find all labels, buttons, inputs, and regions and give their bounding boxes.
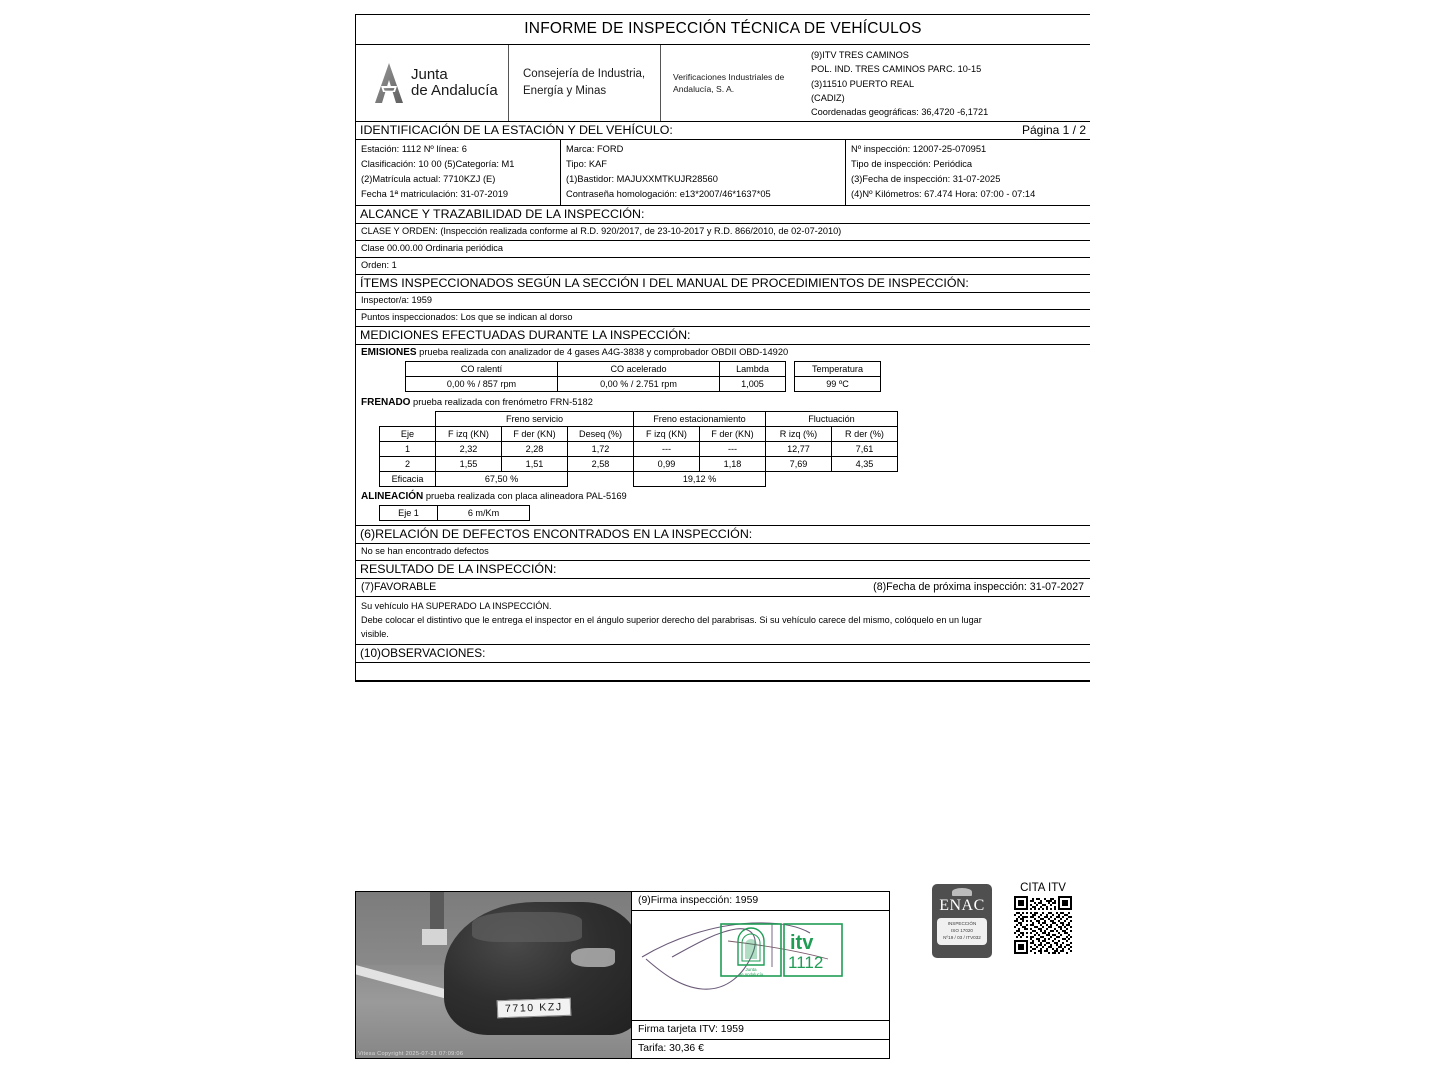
verificaciones-block: [660, 45, 805, 121]
frenado-r1-deseq: 1,72: [568, 442, 634, 457]
frenado-r1-fizq-servicio: 2,32: [436, 442, 502, 457]
frenado-r1-rizq: 12,77: [766, 442, 832, 457]
alineacion-heading: [361, 491, 1086, 502]
table-row: [380, 472, 898, 487]
frenado-r2-rizq: 7,69: [766, 457, 832, 472]
ident-fecha-matriculacion: Fecha 1ª matriculación: 31-07-2019: [361, 189, 509, 200]
resultado-notes: [356, 597, 1090, 645]
observaciones-empty-box: [356, 663, 1090, 681]
emisiones-value-temperatura: 99 ºC: [795, 377, 881, 392]
frenado-r1-eje: 1: [380, 442, 436, 457]
frenado-eficacia-gap-2: [766, 472, 832, 487]
report-title: INFORME DE INSPECCIÓN TÉCNICA DE VEHÍCULOS: [356, 15, 1090, 45]
alineacion-eje-label: Eje 1: [380, 506, 438, 521]
section-header-items: ÍTEMS INSPECCIONADOS SEGÚN LA SECCIÓN I DEL MANUAL DE PROCEDIMIENTOS DE INSPECCIÓN:: [356, 275, 1090, 293]
ident-contrasena: Contraseña homologación: e13*2007/46*1637*05: [566, 189, 771, 200]
alineacion-label: ALINEACIÓN: [361, 491, 424, 503]
station-info-block: [805, 45, 1090, 121]
table-row: [406, 377, 881, 392]
alignment-table: [379, 505, 530, 521]
resultado-row: [356, 579, 1090, 597]
station-coordinates: Coordenadas geográficas: 36,4720 -6,1721: [811, 107, 989, 117]
frenado-r2-rder: 4,35: [832, 457, 898, 472]
cita-itv-block: [1012, 882, 1074, 954]
frenado-r2-fizq-servicio: 1,55: [436, 457, 502, 472]
emisiones-value-co-acelerado: 0,00 % / 2.751 rpm: [558, 377, 720, 392]
emisiones-header-temperatura: Temperatura: [795, 362, 881, 377]
junta-arch-icon: [374, 62, 404, 104]
resultado-note-2: Debe colocar el distintivo que le entrega el inspector en el ángulo superior derecho del parabrisas. Si su vehículo carece del mismo, colóquelo en un lugar: [361, 615, 982, 626]
station-postal-city: (3)11510 PUERTO REAL: [811, 78, 915, 89]
emisiones-value-lambda: 1,005: [720, 377, 786, 392]
itv-stamp-icon: [720, 921, 850, 983]
station-name: (9)ITV TRES CAMINOS: [811, 50, 909, 60]
frenado-label: FRENADO: [361, 397, 411, 409]
page-number: Página 1 / 2: [1021, 123, 1086, 138]
svg-text:1112: 1112: [788, 953, 824, 972]
photo-license-plate: 7710 KZJ: [496, 997, 570, 1018]
photo-cone: [422, 929, 447, 946]
frenado-eficacia-gap-3: [832, 472, 898, 487]
emisiones-spacer-2: [786, 377, 795, 392]
section-header-observaciones: (10)OBSERVACIONES:: [356, 645, 1090, 663]
table-row: [380, 427, 898, 442]
frenado-r1-fder-estac: ---: [700, 442, 766, 457]
ident-bastidor: (1)Bastidor: MAJUXXMTKUJR28560: [566, 174, 718, 185]
enac-accreditation-logo: [932, 884, 992, 958]
emisiones-label: EMISIONES: [361, 347, 417, 359]
svg-text:de Andalucía: de Andalucía: [738, 972, 764, 977]
items-inspector: Inspector/a: 1959: [356, 293, 1090, 310]
alineacion-equipment: prueba realizada con placa alineadora PAL-5169: [423, 491, 627, 502]
cita-itv-label: CITA ITV: [1020, 882, 1066, 894]
resultado-proxima-inspeccion: (8)Fecha de próxima inspección: 31-07-2027: [873, 581, 1084, 594]
emisiones-heading: [361, 347, 1086, 358]
junta-line-1: Junta: [411, 65, 448, 83]
frenado-r2-fder-estac: 1,18: [700, 457, 766, 472]
identification-column-inspection: [846, 140, 1090, 205]
tarifa: Tarifa: 30,36 €: [638, 1043, 704, 1054]
section-header-identificacion: [356, 122, 1090, 139]
frenado-heading: [361, 397, 1086, 408]
ident-tipo-inspeccion: Tipo de inspección: Periódica: [851, 159, 973, 170]
ident-estacion: Estación: 1112 Nº línea: 6: [361, 144, 467, 155]
defectos-text: No se han encontrado defectos: [356, 544, 1090, 561]
identification-table: [356, 139, 1090, 206]
alineacion-value: 6 m/Km: [438, 506, 530, 521]
emisiones-header-lambda: Lambda: [720, 362, 786, 377]
section-header-defectos: (6)RELACIÓN DE DEFECTOS ENCONTRADOS EN LA INSPECCIÓN:: [356, 526, 1090, 544]
frenado-r1-fizq-estac: ---: [634, 442, 700, 457]
svg-text:itv: itv: [790, 932, 814, 954]
table-row: [380, 506, 530, 521]
frenado-group-servicio: Freno servicio: [436, 412, 634, 427]
frenado-group-fluctuacion: Fluctuación: [766, 412, 898, 427]
consejeria-block: [508, 45, 660, 121]
section-header-mediciones: MEDICIONES EFECTUADAS DURANTE LA INSPECCIÓN:: [356, 327, 1090, 345]
frenado-eficacia-label: Eficacia: [380, 472, 436, 487]
signature-panel: [632, 891, 890, 1059]
frenado-r2-deseq: 2,58: [568, 457, 634, 472]
photo-watermark: Vitesa Copyright 2025-07-31 07:09:06: [358, 1051, 464, 1057]
table-row: [380, 457, 898, 472]
ident-num-inspeccion: Nº inspección: 12007-25-070951: [851, 144, 987, 155]
enac-accreditation-details: [937, 918, 987, 945]
ident-marca: Marca: FORD: [566, 144, 624, 155]
photo-rear-window: [472, 912, 582, 942]
table-row: [406, 362, 881, 377]
inspection-report-sheet: [355, 14, 1090, 682]
enac-sub-line-3: Nº19 / 03 / ITV032: [943, 934, 981, 940]
enac-crown-icon: [952, 888, 972, 896]
qr-code-icon[interactable]: [1014, 896, 1072, 954]
consejeria-line-1: Consejería de Industria,: [523, 68, 646, 81]
frenado-col-rizq: R izq (%): [766, 427, 832, 442]
junta-logo-block: [356, 45, 508, 121]
junta-line-2: de Andalucía: [411, 82, 498, 100]
junta-wordmark: [411, 67, 498, 99]
signature-area: [632, 911, 889, 1021]
frenado-r2-fizq-estac: 0,99: [634, 457, 700, 472]
frenado-r2-fder-servicio: 1,51: [502, 457, 568, 472]
resultado-note-3: visible.: [361, 629, 389, 640]
frenado-r2-eje: 2: [380, 457, 436, 472]
verificaciones-line-2: Andalucía, S. A.: [673, 84, 735, 95]
firma-inspeccion-label: (9)Firma inspección: 1959: [632, 892, 889, 911]
ident-tipo: Tipo: KAF: [566, 159, 607, 170]
firma-tarjeta-itv: Firma tarjeta ITV: 1959: [632, 1021, 889, 1040]
resultado-favorable: (7)FAVORABLE: [361, 581, 437, 594]
section-title-identificacion: IDENTIFICACIÓN DE LA ESTACIÓN Y DEL VEHÍCULO:: [360, 123, 673, 138]
identification-column-station: [356, 140, 561, 205]
frenado-col-fder-servicio: F der (KN): [502, 427, 568, 442]
enac-sub-line-2: ISO 17020: [951, 927, 973, 933]
frenado-eficacia-gap: [568, 472, 634, 487]
ident-clasificacion: Clasificación: 10 00 (5)Categoría: M1: [361, 159, 515, 170]
frenado-r1-fder-servicio: 2,28: [502, 442, 568, 457]
enac-name: ENAC: [939, 897, 985, 914]
frenado-col-eje: Eje: [380, 427, 436, 442]
emissions-table: [405, 361, 881, 392]
items-puntos: Puntos inspeccionados: Los que se indican al dorso: [356, 310, 1090, 327]
consejeria-line-2: Energía y Minas: [523, 85, 607, 98]
station-address: POL. IND. TRES CAMINOS PARC. 10-15: [811, 64, 982, 75]
frenado-corner-blank: [380, 412, 436, 427]
emisiones-equipment: prueba realizada con analizador de 4 gases A4G-3838 y comprobador OBDII OBD-14920: [416, 347, 789, 358]
photo-tail-light: [571, 948, 615, 966]
svg-text:Junta: Junta: [745, 967, 757, 972]
frenado-equipment: prueba realizada con frenómetro FRN-5182: [410, 397, 593, 408]
section-header-resultado: RESULTADO DE LA INSPECCIÓN:: [356, 561, 1090, 579]
frenado-col-deseq: Deseq (%): [568, 427, 634, 442]
frenado-r1-rder: 7,61: [832, 442, 898, 457]
alcance-orden: Orden: 1: [356, 258, 1090, 275]
frenado-col-fizq-estac: F izq (KN): [634, 427, 700, 442]
emisiones-value-co-ralenti: 0,00 % / 857 rpm: [406, 377, 558, 392]
emisiones-header-co-ralenti: CO ralentí: [406, 362, 558, 377]
frenado-group-estacionamiento: Freno estacionamiento: [634, 412, 766, 427]
frenado-eficacia-servicio: 67,50 %: [436, 472, 568, 487]
resultado-note-1: Su vehículo HA SUPERADO LA INSPECCIÓN.: [361, 601, 552, 612]
frenado-col-rder: R der (%): [832, 427, 898, 442]
alcance-clase-orden: CLASE Y ORDEN: (Inspección realizada conforme al R.D. 920/2017, de 23-10-2017 y R.D. 866/2010, de 02-07-2010): [356, 224, 1090, 241]
emisiones-spacer: [786, 362, 795, 377]
ident-matricula: (2)Matrícula actual: 7710KZJ (E): [361, 174, 496, 185]
braking-table: [379, 411, 898, 487]
table-row: [380, 442, 898, 457]
emisiones-header-co-acelerado: CO acelerado: [558, 362, 720, 377]
table-row: [380, 412, 898, 427]
measurements-block: [356, 345, 1090, 526]
frenado-col-fder-estac: F der (KN): [700, 427, 766, 442]
frenado-eficacia-estacionamiento: 19,12 %: [634, 472, 766, 487]
ident-fecha-inspeccion: (3)Fecha de inspección: 31-07-2025: [851, 174, 1001, 185]
vehicle-photo: [355, 891, 632, 1059]
letterhead-band: [356, 45, 1090, 122]
frenado-col-fizq-servicio: F izq (KN): [436, 427, 502, 442]
identification-column-vehicle: [561, 140, 846, 205]
ident-kilometros: (4)Nº Kilómetros: 67.474 Hora: 07:00 - 07:14: [851, 189, 1036, 200]
station-province: (CADIZ): [811, 92, 845, 103]
alcance-clase: Clase 00.00.00 Ordinaria periódica: [356, 241, 1090, 258]
enac-sub-line-1: INSPECCIÓN: [947, 921, 977, 926]
verificaciones-line-1: Verificaciones Industriales de: [673, 71, 785, 82]
section-header-alcance: ALCANCE Y TRAZABILIDAD DE LA INSPECCIÓN:: [356, 206, 1090, 224]
